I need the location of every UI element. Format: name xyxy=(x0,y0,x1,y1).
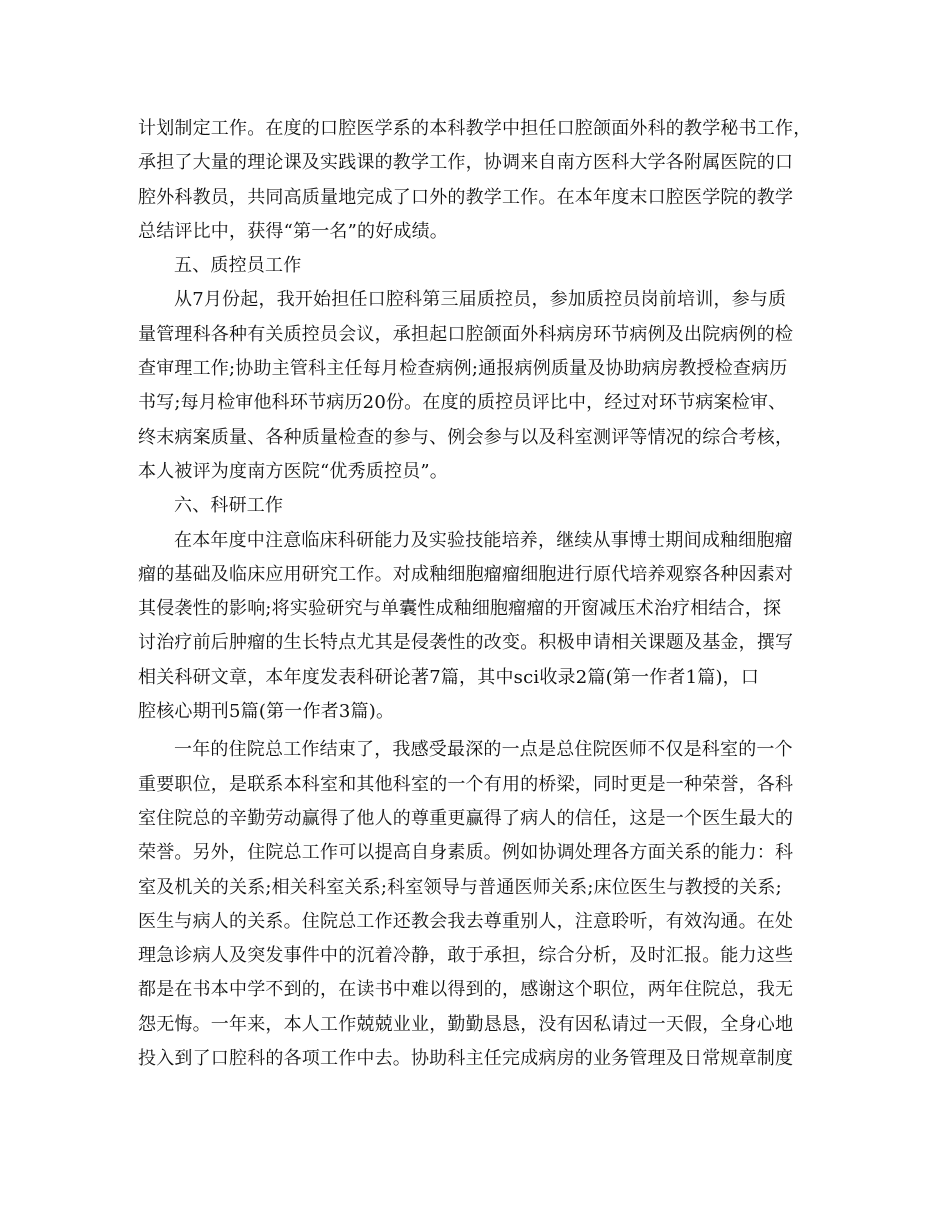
document-body xyxy=(138,112,818,1076)
text-line: 其侵袭性的影响;将实验研究与单囊性成釉细胞瘤瘤的开窗减压术治疗相结合，探 xyxy=(138,598,782,620)
text-line: 都是在书本中学不到的，在读书中难以得到的，感谢这个职位，两年住院总，我无 xyxy=(138,979,794,1001)
text-line: 相关科研文章，本年度发表科研论著7篇，其中sci收录2篇(第一作者1篇)，口 xyxy=(138,666,760,688)
text-line: 室住院总的辛勤劳动赢得了他人的尊重更赢得了病人的信任，这是一个医生最大的 xyxy=(138,807,794,829)
text-line: 书写;每月检审他科环节病历20份。在度的质控员评比中，经过对环节病案检审、 xyxy=(138,392,787,414)
text-line: 医生与病人的关系。住院总工作还教会我去尊重别人，注意聆听，有效沟通。在处 xyxy=(138,910,794,932)
text-line: 从7月份起，我开始担任口腔科第三届质控员，参加质控员岗前培训，参与质 xyxy=(174,289,787,311)
text-line: 腔核心期刊5篇(第一作者3篇)。 xyxy=(138,701,395,723)
text-line: 承担了大量的理论课及实践课的教学工作，协调来自南方医科大学各附属医院的口 xyxy=(138,152,794,174)
text-line: 在本年度中注意临床科研能力及实验技能培养，继续从事博士期间成釉细胞瘤 xyxy=(174,529,793,551)
text-line: 量管理科各种有关质控员会议，承担起口腔颌面外科病房环节病例及出院病例的检 xyxy=(138,323,794,345)
text-line: 重要职位，是联系本科室和其他科室的一个有用的桥梁，同时更是一种荣誉，各科 xyxy=(138,773,794,795)
text-line: 终末病案质量、各种质量检查的参与、例会参与以及科室测评等情况的综合考核， xyxy=(138,426,794,448)
text-line: 本人被评为度南方医院“优秀质控员”。 xyxy=(138,460,449,482)
text-line: 腔外科教员，共同高质量地完成了口外的教学工作。在本年度末口腔医学院的教学 xyxy=(138,186,794,208)
text-line: 查审理工作;协助主管科主任每月检查病例;通报病例质量及协助病房教授检查病历 xyxy=(138,358,788,380)
text-line: 怨无悔。一年来，本人工作兢兢业业，勤勤恳恳，没有因私请过一天假，全身心地 xyxy=(138,1013,794,1035)
text-line: 瘤的基础及临床应用研究工作。对成釉细胞瘤瘤细胞进行原代培养观察各种因素对 xyxy=(138,563,794,585)
text-line: 室及机关的关系;相关科室关系;科室领导与普通医师关系;床位医生与教授的关系; xyxy=(138,876,782,898)
section-heading-research: 六、科研工作 xyxy=(174,495,284,517)
text-line: 总结评比中，获得“第一名”的好成绩。 xyxy=(138,220,449,242)
text-line: 讨治疗前后肿瘤的生长特点尤其是侵袭性的改变。积极申请相关课题及基金，撰写 xyxy=(138,632,794,654)
text-line: 一年的住院总工作结束了，我感受最深的一点是总住院医师不仅是科室的一个 xyxy=(174,739,793,761)
section-heading-quality-control: 五、质控员工作 xyxy=(174,255,302,277)
text-line: 投入到了口腔科的各项工作中去。协助科主任完成病房的业务管理及日常规章制度 xyxy=(138,1048,794,1070)
text-line: 计划制定工作。在度的口腔医学系的本科教学中担任口腔颌面外科的教学秘书工作， xyxy=(138,118,812,139)
text-line: 荣誉。另外，住院总工作可以提高自身素质。例如协调处理各方面关系的能力：科 xyxy=(138,842,794,864)
text-line: 理急诊病人及突发事件中的沉着冷静，敢于承担，综合分析，及时汇报。能力这些 xyxy=(138,945,794,967)
